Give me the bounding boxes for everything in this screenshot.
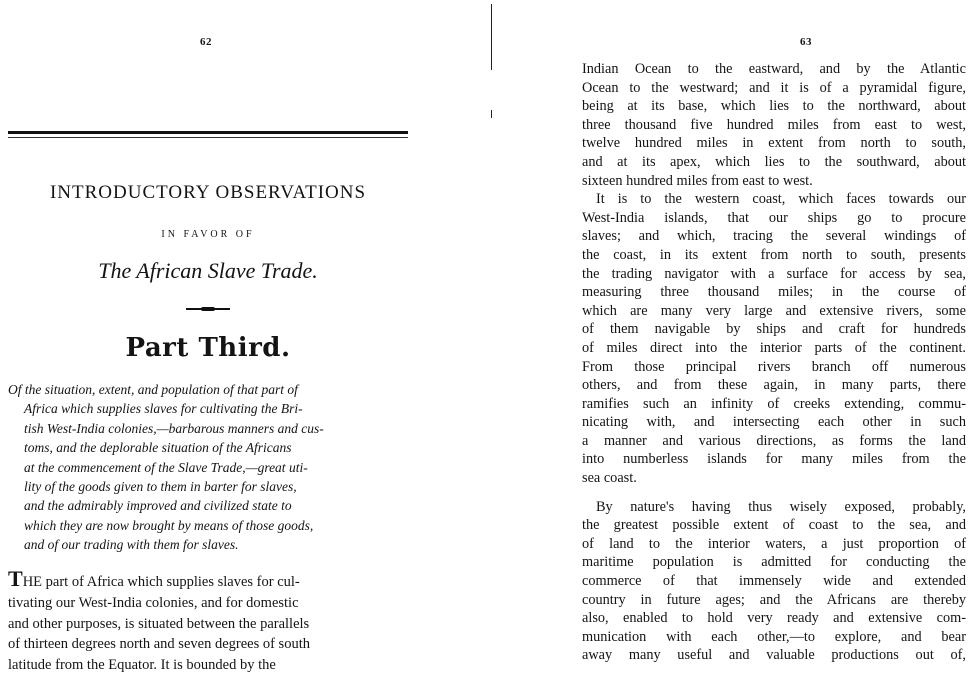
- text-line: Ocean to the westward; and it is of a pyramidal figure,: [582, 79, 966, 96]
- summary-line: Africa which supplies slaves for cultivating the Bri-: [24, 401, 303, 417]
- summary-line: tish West-India colonies,—barbarous manners and cus-: [24, 420, 324, 436]
- body-line: tivating our West-India colonies, and for domestic: [8, 594, 299, 611]
- body-line: and other purposes, is situated between the parallels: [8, 615, 310, 632]
- text-line: into numberless islands for many miles from the: [582, 451, 966, 468]
- text-line: also, enabled to hold very ready and extensive com-: [582, 610, 966, 627]
- left-page: [0, 0, 490, 674]
- paragraph-gap: [582, 488, 966, 498]
- drop-cap-rest: HE: [22, 574, 43, 590]
- text-line: West-India islands, that our ships go to procure: [582, 209, 966, 226]
- body-line: latitude from the Equator. It is bounded by the: [8, 657, 276, 674]
- text-line: three thousand five hundred miles from east to west,: [582, 116, 966, 133]
- header-rule-thick: [8, 131, 408, 134]
- text-line: sixteen hundred miles from east to west.: [582, 172, 813, 189]
- body-line: [8, 568, 400, 593]
- text-line: maritime population is admitted for conducting the: [582, 554, 966, 571]
- in-favor-of-label: IN FAVOR OF: [161, 229, 255, 240]
- drop-cap: T: [8, 566, 23, 591]
- ornament-divider-icon: [186, 307, 230, 311]
- summary-line: at the commencement of the Slave Trade,—great uti-: [24, 459, 308, 475]
- body-line-text: part of Africa which supplies slaves for cul-: [42, 574, 300, 590]
- text-line: slaves; and which, tracing the several windings of: [582, 228, 966, 245]
- text-line: the greatest possible extent of coast to the sea, and: [582, 517, 966, 534]
- chapter-subtitle: The African Slave Trade.: [98, 258, 318, 283]
- text-line: It is to the western coast, which faces towards our: [596, 191, 966, 208]
- summary-line: which they are now brought by means of those goods,: [24, 517, 314, 533]
- text-line: which are many very large and extensive rivers, some: [582, 302, 966, 319]
- header-rule-thin: [8, 137, 408, 138]
- text-line: ramifies such an infinity of creeks extending, commu-: [582, 395, 966, 412]
- text-column: [582, 60, 966, 665]
- text-line: being at its base, which lies to the northward, about: [582, 98, 966, 115]
- text-line: munication with each other,—to explore, and bear: [582, 628, 966, 645]
- text-line: the trading navigator with a surface for access by sea,: [582, 265, 966, 282]
- chapter-title: INTRODUCTORY OBSERVATIONS: [49, 182, 367, 203]
- text-line: commerce of that immensely wide and extended: [582, 573, 966, 590]
- page-number: 62: [200, 36, 212, 48]
- text-line: Indian Ocean to the eastward, and by the Atlantic: [582, 61, 966, 77]
- text-line: From those principal rivers branch off numerous: [582, 358, 966, 375]
- text-line: country in future ages; and the Africans are thereby: [582, 591, 966, 608]
- page-number: 63: [800, 36, 812, 48]
- text-line: of them navigable by ships and craft for hundreds: [582, 321, 966, 338]
- text-line: twelve hundred miles in extent from north to south,: [582, 135, 966, 152]
- chapter-summary: [8, 380, 400, 555]
- text-line: others, and from these again, in many parts, there: [582, 377, 966, 394]
- body-paragraph: [8, 568, 400, 676]
- summary-line: toms, and the deplorable situation of the Africans: [24, 440, 292, 456]
- text-line: of miles direct into the interior parts of the continent.: [582, 339, 966, 356]
- summary-line: and of our trading with them for slaves.: [24, 537, 239, 553]
- summary-line: lity of the goods given to them in barter for slaves,: [24, 479, 297, 495]
- summary-line: and the admirably improved and civilized state to: [24, 498, 292, 514]
- text-line: of land to the interior waters, a just proportion of: [582, 535, 966, 552]
- text-line: By nature's having thus wisely exposed, probably,: [596, 498, 966, 515]
- text-line: a manner and various directions, as forms the land: [582, 432, 966, 449]
- body-line: of thirteen degrees north and seven degrees of south: [8, 636, 310, 653]
- text-line: and at its apex, which lies to the southward, about: [582, 153, 966, 170]
- summary-line: Of the situation, extent, and population of that part of: [8, 382, 298, 397]
- text-line: the coast, in its extent from north to south, presents: [582, 246, 966, 263]
- text-line: nicating with, and intersecting each other in such: [582, 414, 966, 431]
- text-line: sea coast.: [582, 470, 637, 487]
- right-page: [490, 0, 980, 671]
- part-heading: Part Third.: [125, 333, 291, 363]
- text-line: away many useful and valuable productions out of,: [582, 647, 966, 664]
- text-line: measuring three thousand miles; in the course of: [582, 284, 966, 301]
